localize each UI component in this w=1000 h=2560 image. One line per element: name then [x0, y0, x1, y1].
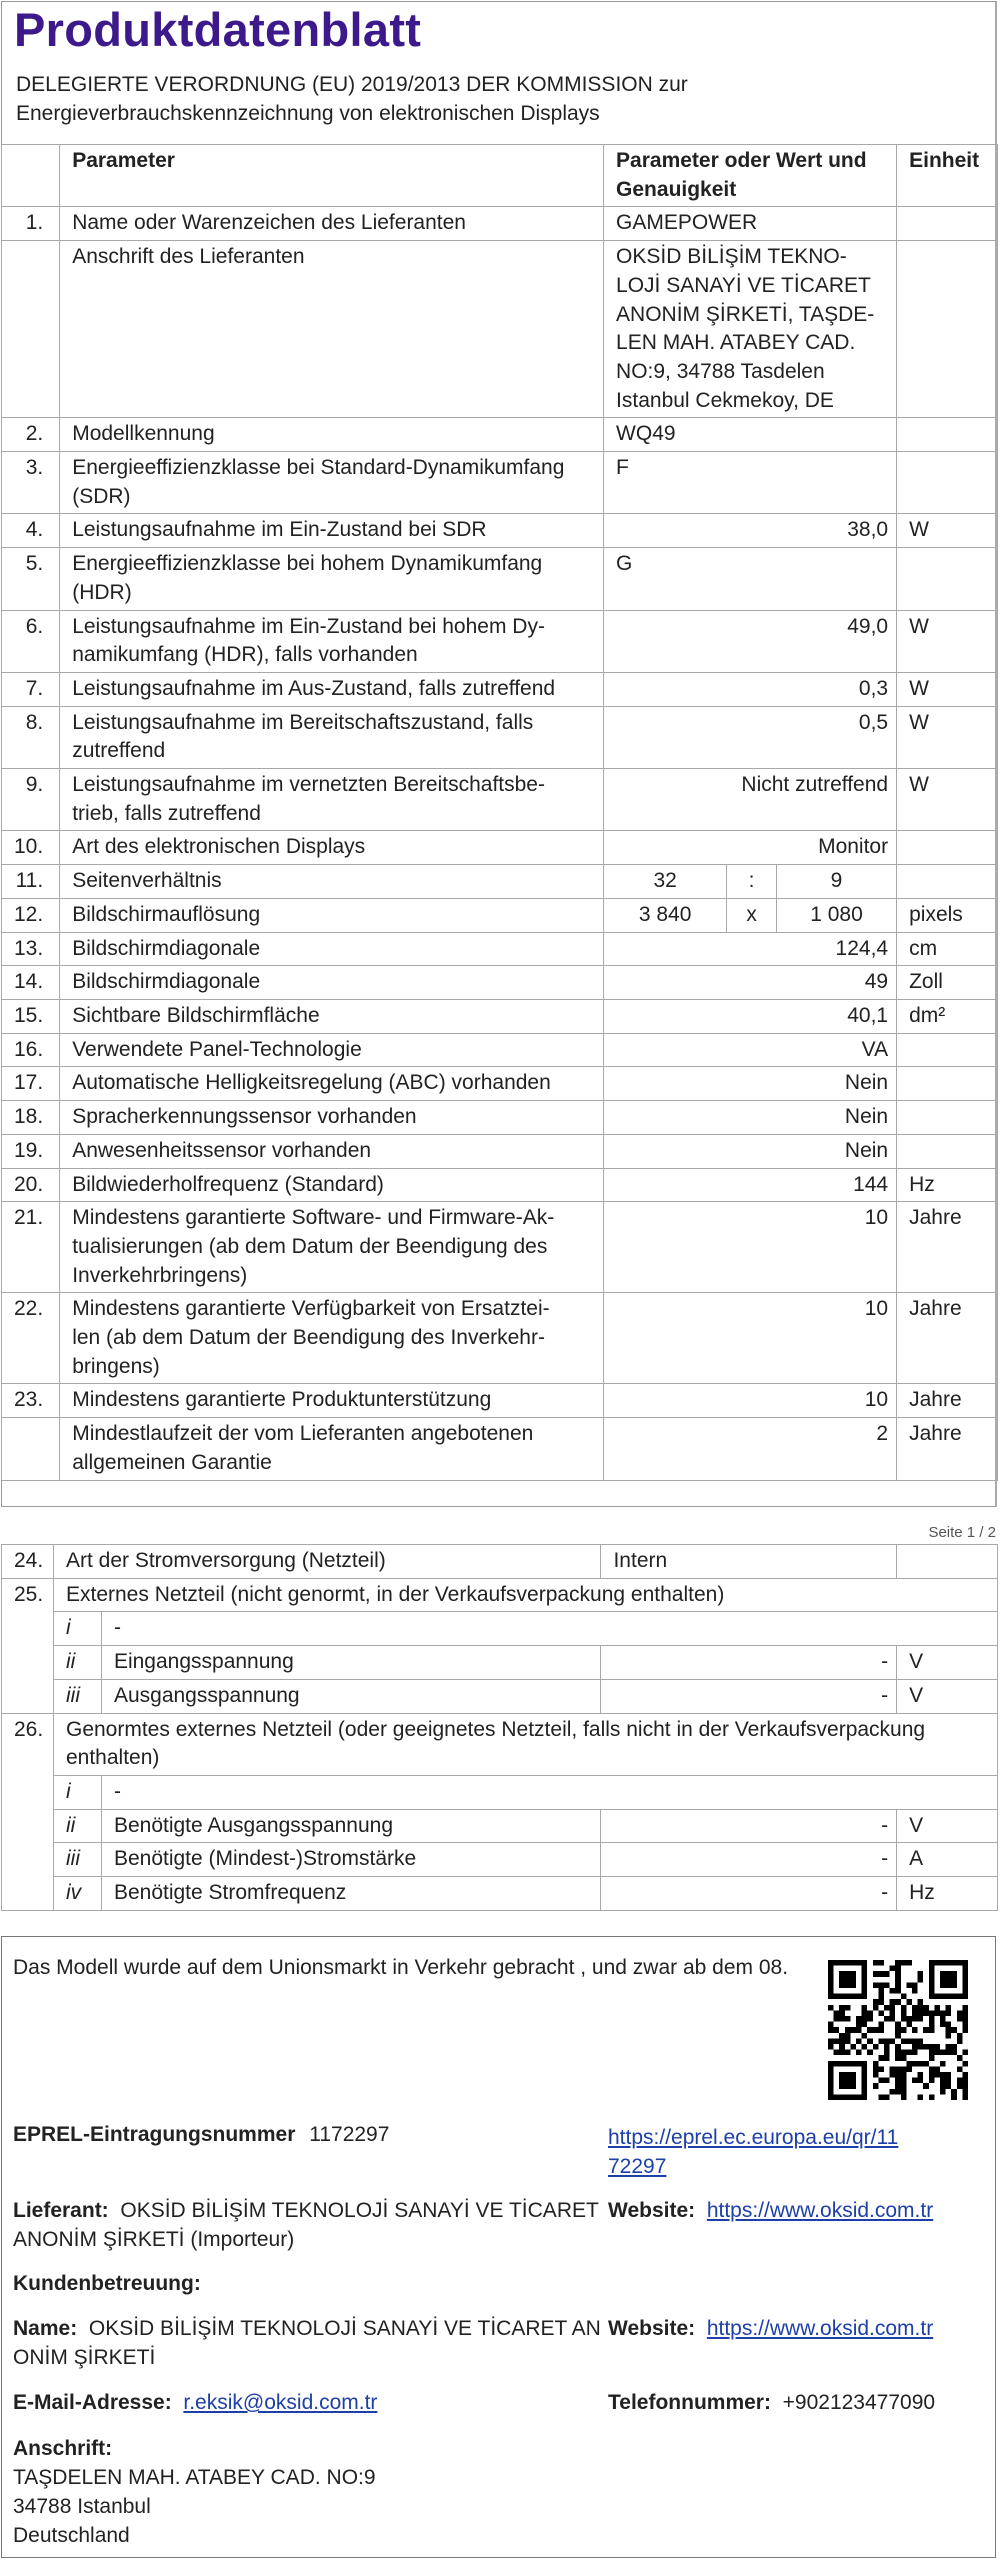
row-number: 19.: [2, 1134, 60, 1168]
row-number: 6.: [2, 610, 60, 672]
row-parameter-line: namikumfang (HDR), falls vorhanden: [72, 643, 418, 667]
header-value-line: Genauigkeit: [616, 177, 737, 201]
row-parameter-line: Leistungsaufnahme im Bereitschaftszustand, falls: [72, 710, 534, 734]
customer-support-heading: Kundenbetreuung:: [13, 2272, 201, 2295]
eprel-url-line-1[interactable]: https://eprel.ec.europa.eu/qr/11: [608, 2126, 899, 2149]
parameter-table: [1, 144, 998, 1481]
table-row: [2, 548, 998, 610]
sub-label: Ausgangsspannung: [101, 1679, 601, 1713]
row-value: Nein: [604, 1101, 897, 1135]
supplier-website: [608, 2196, 933, 2225]
row-parameter: [60, 548, 604, 610]
row-parameter: Mindestens garantierte Produktunterstützung: [60, 1384, 604, 1418]
row-value-line: NO:9, 34788 Tasdelen: [616, 359, 825, 383]
row-value: 10: [604, 1384, 897, 1418]
row-unit: Jahre: [897, 1293, 998, 1384]
row-parameter: [60, 706, 604, 768]
table-row: [2, 1418, 998, 1480]
table-row: [2, 207, 998, 241]
sub-unit: V: [897, 1809, 998, 1843]
row-number: 5.: [2, 548, 60, 610]
row-parameter: [60, 769, 604, 831]
row-number: 21.: [2, 1202, 60, 1293]
subtitle-line-1: DELEGIERTE VERORDNUNG (EU) 2019/2013 DER KOMMISSION zur: [16, 73, 688, 96]
row-value: 40,1: [604, 999, 897, 1033]
row-value-separator: x: [727, 898, 777, 932]
row-parameter: [60, 1293, 604, 1384]
row-unit: [897, 1134, 998, 1168]
row-parameter-line: Energieeffizienzklasse bei hohem Dynamikumfang: [72, 552, 543, 576]
row-unit: dm²: [897, 999, 998, 1033]
name-label: Name:: [13, 2317, 78, 2340]
row-value: F: [604, 452, 897, 514]
table-row: [2, 1168, 998, 1202]
phone-block: [608, 2388, 935, 2417]
page-title: Produktdatenblatt: [14, 3, 422, 56]
eprel-url-line-2[interactable]: 72297: [608, 2155, 667, 2178]
market-date-text: Das Modell wurde auf dem Unionsmarkt in Verkehr gebracht , und zwar ab dem 08.: [13, 1956, 789, 1979]
row-parameter: Verwendete Panel-Technologie: [60, 1033, 604, 1067]
row-parameter: Seitenverhältnis: [60, 865, 604, 899]
table-row: [2, 966, 998, 1000]
row-value: 144: [604, 1168, 897, 1202]
header-value-line: Parameter oder Wert und: [616, 149, 867, 172]
row-value: G: [604, 548, 897, 610]
row-unit: [897, 241, 998, 418]
psu-row-25: [2, 1578, 998, 1612]
row-value: 49: [604, 966, 897, 1000]
sub-unit: V: [897, 1646, 998, 1680]
row-parameter: Leistungsaufnahme im Aus-Zustand, falls zutreffend: [60, 672, 604, 706]
address-line-2: 34788 Istanbul: [13, 2495, 151, 2518]
row-number: 17.: [2, 1067, 60, 1101]
table-row: [2, 932, 998, 966]
row-unit: W: [897, 706, 998, 768]
table-row: [2, 514, 998, 548]
row-unit: W: [897, 610, 998, 672]
row-unit: [897, 418, 998, 452]
row-value: 2: [604, 1418, 897, 1480]
row-parameter: [60, 1202, 604, 1293]
psu-sub-row: [2, 1843, 998, 1877]
sub-index: iii: [53, 1843, 101, 1877]
row-number: 9.: [2, 769, 60, 831]
eprel-registration: [13, 2120, 389, 2149]
email-label: E-Mail-Adresse:: [13, 2391, 172, 2414]
row-number: 16.: [2, 1033, 60, 1067]
row-parameter-line: zutreffend: [72, 739, 166, 763]
row-parameter: Bildwiederholfrequenz (Standard): [60, 1168, 604, 1202]
table-row: [2, 706, 998, 768]
row-unit: Jahre: [897, 1384, 998, 1418]
row-parameter-line: (SDR): [72, 484, 131, 508]
sub-index: ii: [53, 1809, 101, 1843]
sub-label: Benötigte Ausgangsspannung: [101, 1809, 601, 1843]
row-value-separator: :: [727, 865, 777, 899]
subtitle-line-2: Energieverbrauchskennzeichnung von elektronischen Displays: [16, 102, 600, 125]
row-parameter-line: len (ab dem Datum der Beendigung des Inverkehr-: [72, 1326, 545, 1350]
supplier-name-line-2: ANONİM ŞİRKETİ (Importeur): [13, 2228, 295, 2251]
sub-label: -: [101, 1775, 997, 1809]
row-value: Intern: [601, 1545, 897, 1579]
psu-row-24: [2, 1545, 998, 1579]
row-value: WQ49: [604, 418, 897, 452]
row-value-1: 3 840: [604, 898, 727, 932]
row-value: Nein: [604, 1134, 897, 1168]
row-parameter-line: Energieeffizienzklasse bei Standard-Dynamikumfang: [72, 456, 565, 480]
row-number: [2, 1418, 60, 1480]
website-link[interactable]: https://www.oksid.com.tr: [706, 2199, 934, 2222]
row-parameter-line: allgemeinen Garantie: [72, 1450, 272, 1474]
row-parameter: [53, 1713, 997, 1775]
psu-sub-row: [2, 1679, 998, 1713]
email-link[interactable]: r.eksik@oksid.com.tr: [183, 2391, 378, 2414]
table-row: [2, 1033, 998, 1067]
row-parameter-line: Inverkehrbringens): [72, 1263, 248, 1287]
table-row: [2, 1134, 998, 1168]
row-unit: [897, 452, 998, 514]
row-unit: [897, 1545, 998, 1579]
row-number: 2.: [2, 418, 60, 452]
row-parameter: Spracherkennungssensor vorhanden: [60, 1101, 604, 1135]
table-row: [2, 898, 998, 932]
address-line-1: TAŞDELEN MAH. ATABEY CAD. NO:9: [13, 2466, 376, 2489]
table-row: [2, 418, 998, 452]
row-number: 1.: [2, 207, 60, 241]
sub-label: Benötigte (Mindest-)Stromstärke: [101, 1843, 601, 1877]
qr-code-icon[interactable]: [828, 1960, 968, 2100]
row-value-2: 1 080: [776, 898, 896, 932]
row-number: 24.: [2, 1545, 54, 1579]
row-unit: Jahre: [897, 1418, 998, 1480]
row-parameter: Bildschirmdiagonale: [60, 966, 604, 1000]
supplier-label: Lieferant:: [13, 2199, 109, 2222]
header-number-cell: [2, 145, 60, 207]
power-supply-table: [1, 1544, 998, 1911]
header-unit: Einheit: [897, 145, 998, 207]
row-value-line: OKSİD BİLİŞİM TEKNO-: [616, 245, 847, 269]
row-parameter: Art der Stromversorgung (Netzteil): [53, 1545, 600, 1579]
row-number: 25.: [2, 1578, 54, 1713]
row-number: 15.: [2, 999, 60, 1033]
row-value-line: LOJİ SANAYİ VE TİCARET: [616, 273, 871, 297]
psu-sub-row: [2, 1646, 998, 1680]
table-row: [2, 672, 998, 706]
table-row: [2, 1293, 998, 1384]
row-number: 12.: [2, 898, 60, 932]
row-value-line: Istanbul Cekmekoy, DE: [616, 388, 834, 412]
sub-value: -: [601, 1843, 897, 1877]
row-value: GAMEPOWER: [604, 207, 897, 241]
eprel-label: EPREL-Eintragungsnummer: [13, 2123, 296, 2146]
table-header-row: [2, 145, 998, 207]
sub-index: i: [53, 1775, 101, 1809]
row-parameter-line: Leistungsaufnahme im vernetzten Bereitschaftsbe-: [72, 773, 545, 797]
row-value: [604, 241, 897, 418]
row-unit: W: [897, 514, 998, 548]
address-line-3: Deutschland: [13, 2524, 130, 2547]
row-number: 22.: [2, 1293, 60, 1384]
header-value: [604, 145, 897, 207]
sub-index: i: [53, 1612, 101, 1646]
row-value: 38,0: [604, 514, 897, 548]
table-row: [2, 1067, 998, 1101]
address-block: [13, 2434, 376, 2550]
row-value: Monitor: [604, 831, 897, 865]
sub-label: Eingangsspannung: [101, 1646, 601, 1680]
row-number: 26.: [2, 1713, 54, 1910]
row-parameter: Anwesenheitssensor vorhanden: [60, 1134, 604, 1168]
row-parameter: Leistungsaufnahme im Ein-Zustand bei SDR: [60, 514, 604, 548]
header-parameter: Parameter: [60, 145, 604, 207]
row-number: 23.: [2, 1384, 60, 1418]
row-number: 14.: [2, 966, 60, 1000]
row-parameter: [60, 610, 604, 672]
table-row: [2, 831, 998, 865]
email-block: [13, 2388, 377, 2417]
psu-sub-row: [2, 1775, 998, 1809]
website2-label: Website:: [608, 2317, 696, 2340]
table-row: [2, 452, 998, 514]
phone-number: +902123477090: [782, 2391, 936, 2414]
sub-unit: Hz: [897, 1877, 998, 1911]
row-value: 0,3: [604, 672, 897, 706]
row-unit: pixels: [897, 898, 998, 932]
row-parameter: Anschrift des Lieferanten: [60, 241, 604, 418]
row-value-line: ANONİM ŞİRKETİ, TAŞDE-: [616, 302, 875, 326]
row-number: 3.: [2, 452, 60, 514]
psu-sub-row: [2, 1809, 998, 1843]
row-number: 20.: [2, 1168, 60, 1202]
support-name-line-1: OKSİD BİLİŞİM TEKNOLOJİ SANAYİ VE TİCARET AN: [88, 2317, 601, 2340]
table-row: [2, 241, 998, 418]
sub-value: -: [601, 1646, 897, 1680]
row-value: 0,5: [604, 706, 897, 768]
phone-label: Telefonnummer:: [608, 2391, 771, 2414]
table-row: [2, 1202, 998, 1293]
row-value: 49,0: [604, 610, 897, 672]
row-value-1: 32: [604, 865, 727, 899]
row-value: VA: [604, 1033, 897, 1067]
table-row: [2, 1101, 998, 1135]
row-parameter: Art des elektronischen Displays: [60, 831, 604, 865]
support-website: [608, 2314, 933, 2343]
row-number: 7.: [2, 672, 60, 706]
row-parameter: Bildschirmdiagonale: [60, 932, 604, 966]
row-number: 18.: [2, 1101, 60, 1135]
row-parameter-line: Genormtes externes Netzteil (oder geeignetes Netzteil, falls nicht in der Verkaufsverpackung: [65, 1717, 926, 1741]
row-parameter-line: Mindestens garantierte Software- und Firmware-Ak-: [72, 1206, 555, 1230]
support-name-block: [13, 2314, 601, 2372]
row-value: 10: [604, 1293, 897, 1384]
row-parameter: Automatische Helligkeitsregelung (ABC) vorhanden: [60, 1067, 604, 1101]
row-unit: W: [897, 769, 998, 831]
row-unit: [897, 1067, 998, 1101]
row-parameter: Bildschirmauflösung: [60, 898, 604, 932]
page-number: Seite 1 / 2: [928, 1524, 996, 1541]
row-unit: [897, 831, 998, 865]
sub-index: iv: [53, 1877, 101, 1911]
row-value: Nein: [604, 1067, 897, 1101]
table-row: [2, 865, 998, 899]
support-name-line-2: ONİM ŞİRKETİ: [13, 2346, 156, 2369]
row-parameter-line: bringens): [72, 1354, 160, 1378]
sub-unit: A: [897, 1843, 998, 1877]
supplier-block: [13, 2196, 599, 2254]
sub-value: -: [601, 1679, 897, 1713]
sub-index: iii: [53, 1679, 101, 1713]
table-row: [2, 769, 998, 831]
row-number: 4.: [2, 514, 60, 548]
row-value: Nicht zutreffend: [604, 769, 897, 831]
row-value: 10: [604, 1202, 897, 1293]
row-parameter-line: trieb, falls zutreffend: [72, 801, 261, 825]
psu-row-26: [2, 1713, 998, 1775]
row-parameter: [60, 1418, 604, 1480]
eprel-url[interactable]: [608, 2123, 898, 2181]
row-parameter-line: enthalten): [65, 1746, 160, 1770]
row-unit: [897, 207, 998, 241]
row-parameter: Sichtbare Bildschirmfläche: [60, 999, 604, 1033]
row-parameter: Externes Netzteil (nicht genormt, in der Verkaufsverpackung enthalten): [53, 1578, 997, 1612]
row-parameter: [60, 452, 604, 514]
row-parameter: Name oder Warenzeichen des Lieferanten: [60, 207, 604, 241]
sub-label: -: [101, 1612, 997, 1646]
regulation-subtitle: [16, 70, 716, 128]
sub-value: -: [601, 1809, 897, 1843]
table-row: [2, 1384, 998, 1418]
row-number: 10.: [2, 831, 60, 865]
eprel-number: 1172297: [309, 2123, 390, 2146]
row-value-line: LEN MAH. ATABEY CAD.: [616, 331, 856, 355]
row-unit: W: [897, 672, 998, 706]
row-parameter-line: tualisierungen (ab dem Datum der Beendigung des: [72, 1234, 548, 1258]
address-label: Anschrift:: [13, 2437, 113, 2460]
sub-label: Benötigte Stromfrequenz: [101, 1877, 601, 1911]
sub-unit: V: [897, 1679, 998, 1713]
row-parameter-line: (HDR): [72, 580, 132, 604]
row-unit: [897, 548, 998, 610]
row-parameter-line: Leistungsaufnahme im Ein-Zustand bei hohem Dy-: [72, 614, 545, 638]
table-row: [2, 999, 998, 1033]
row-unit: Zoll: [897, 966, 998, 1000]
row-number: [2, 241, 60, 418]
website2-link[interactable]: https://www.oksid.com.tr: [706, 2317, 934, 2340]
supplier-name-line-1: OKSİD BİLİŞİM TEKNOLOJİ SANAYİ VE TİCARET: [120, 2199, 599, 2222]
row-unit: cm: [897, 932, 998, 966]
psu-sub-row: [2, 1877, 998, 1911]
row-unit: Jahre: [897, 1202, 998, 1293]
row-unit: [897, 865, 998, 899]
sub-value: -: [601, 1877, 897, 1911]
row-parameter: Modellkennung: [60, 418, 604, 452]
website-label: Website:: [608, 2199, 696, 2222]
row-parameter-line: Mindestlaufzeit der vom Lieferanten angebotenen: [72, 1422, 534, 1446]
psu-sub-row: [2, 1612, 998, 1646]
table-row: [2, 610, 998, 672]
row-parameter-line: Mindestens garantierte Verfügbarkeit von Ersatztei-: [72, 1297, 550, 1321]
row-unit: [897, 1101, 998, 1135]
row-value-2: 9: [776, 865, 896, 899]
row-value: 124,4: [604, 932, 897, 966]
row-unit: Hz: [897, 1168, 998, 1202]
row-number: 8.: [2, 706, 60, 768]
row-number: 13.: [2, 932, 60, 966]
sub-index: ii: [53, 1646, 101, 1680]
row-unit: [897, 1033, 998, 1067]
row-number: 11.: [2, 865, 60, 899]
